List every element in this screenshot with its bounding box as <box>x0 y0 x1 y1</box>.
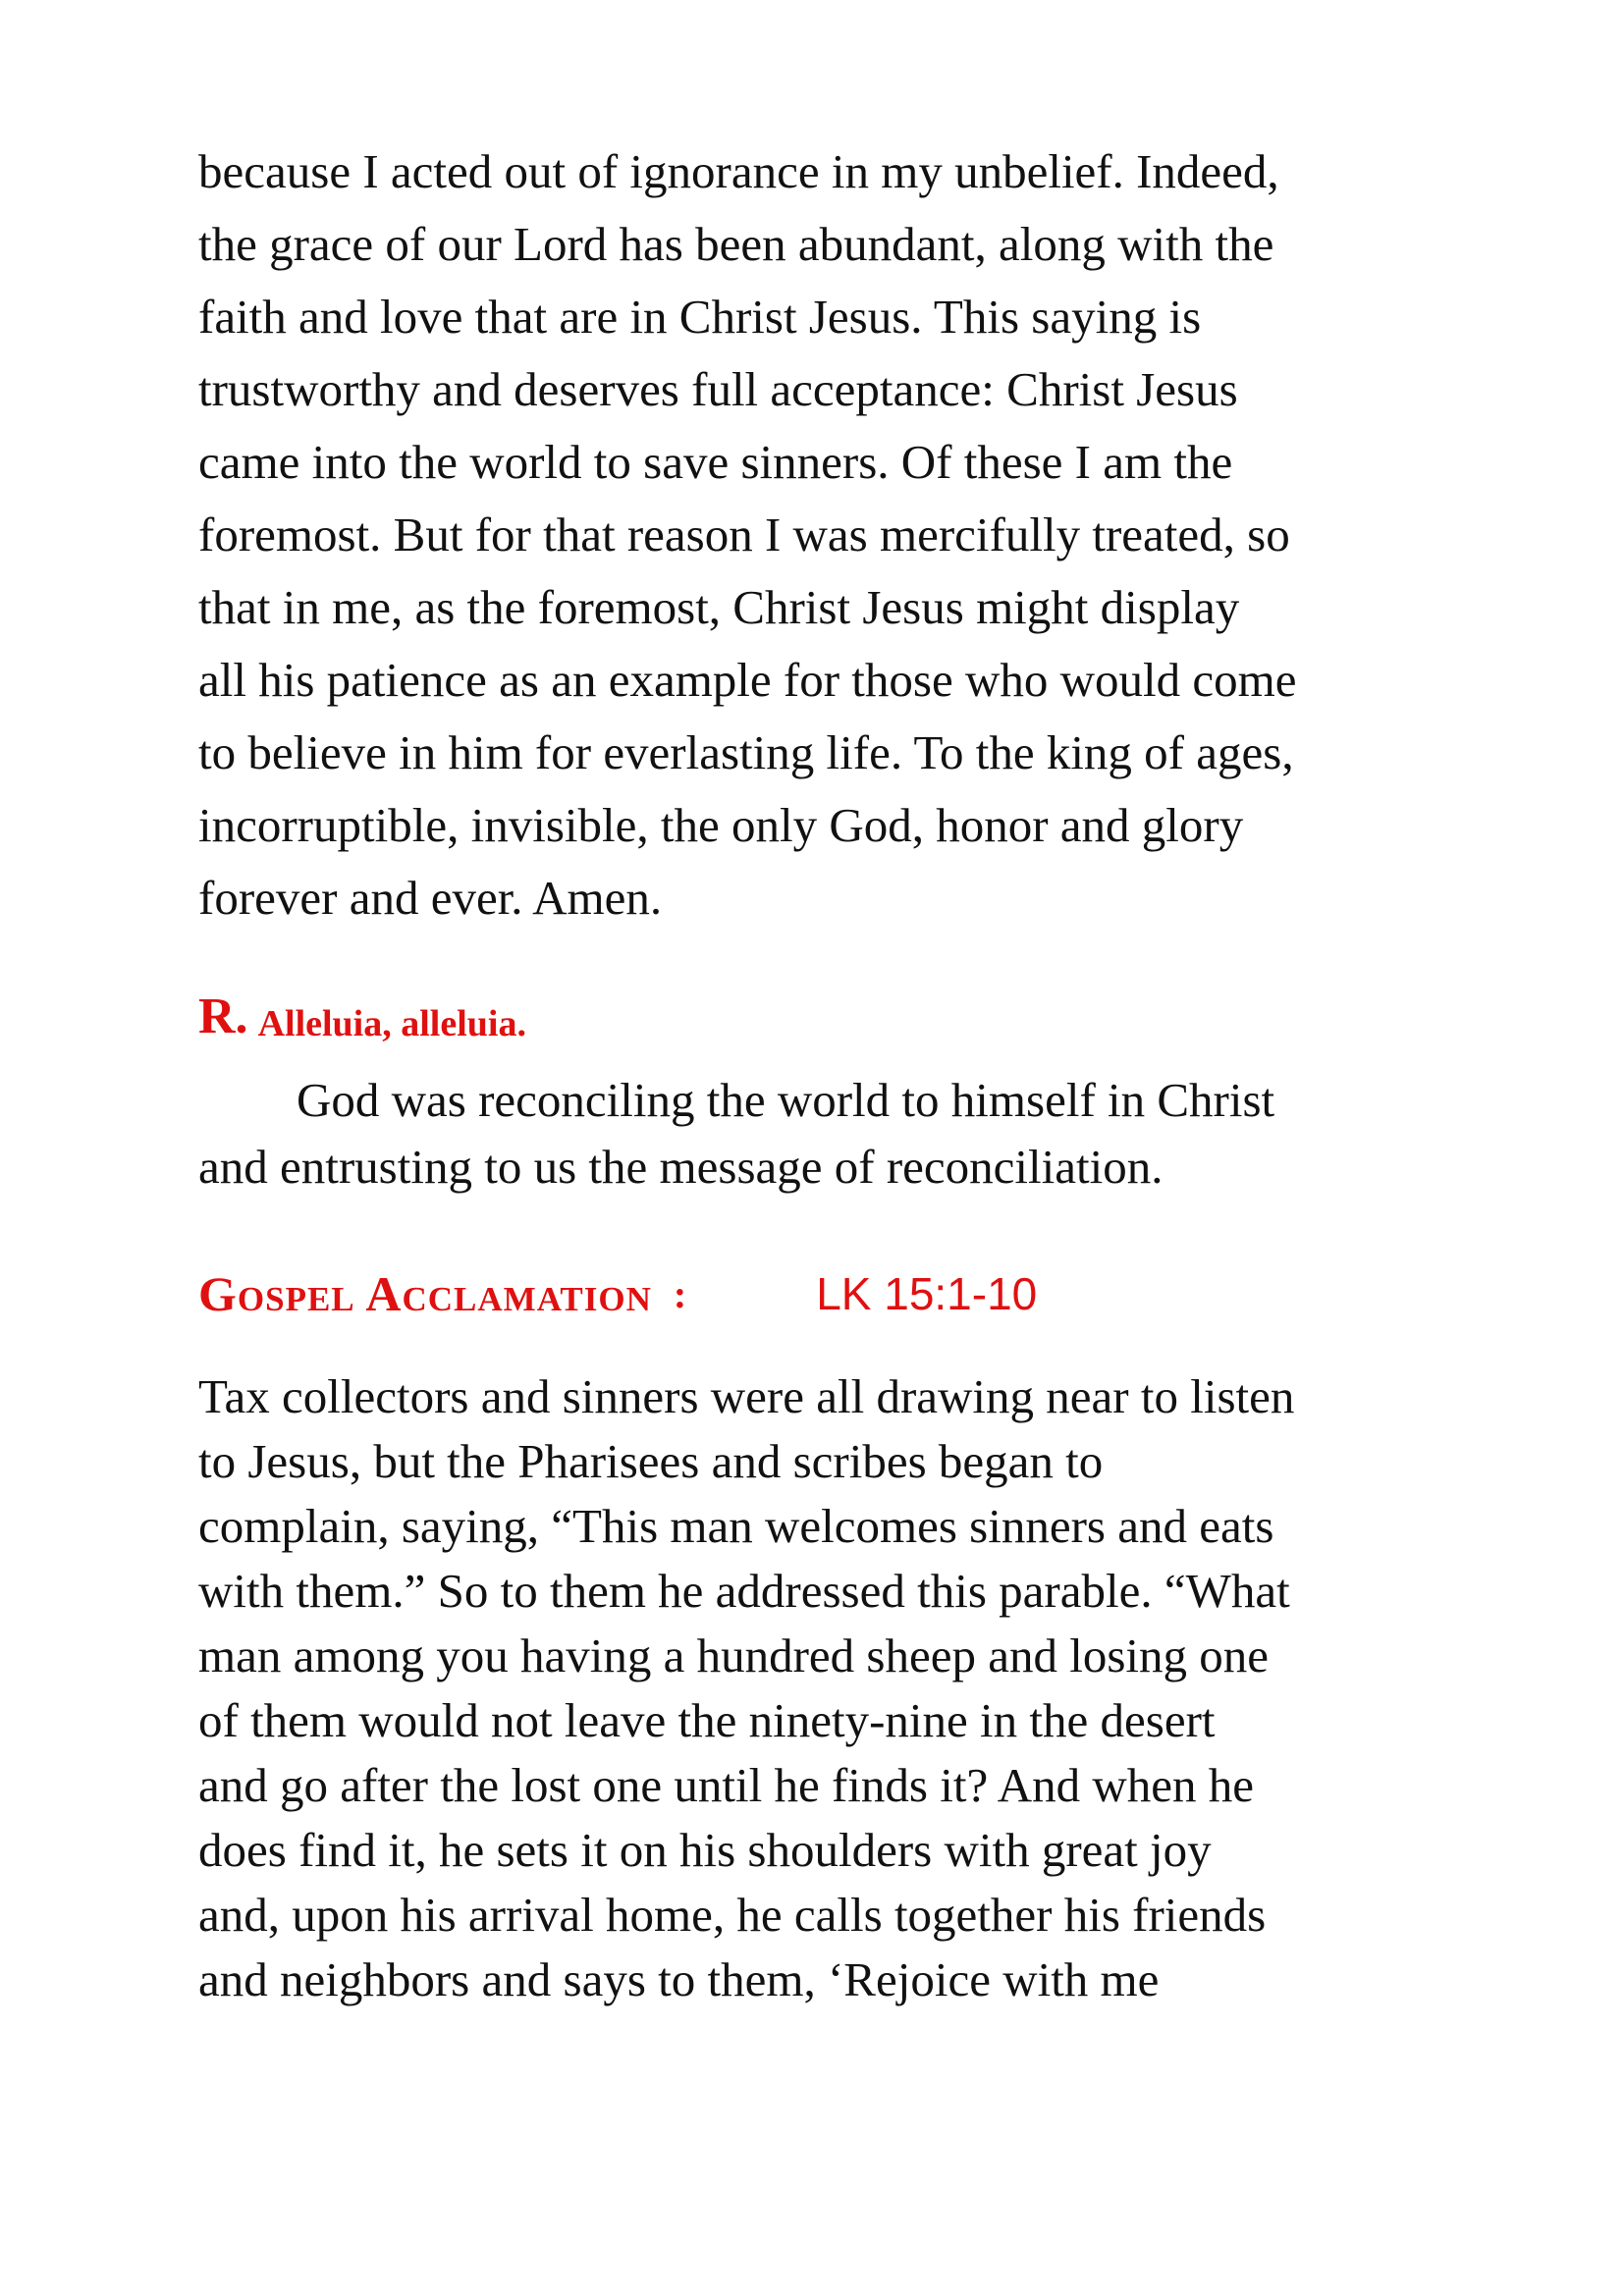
gospel-heading <box>198 1245 1475 1343</box>
document-page <box>198 144 1475 2020</box>
gospel-passage <box>198 1369 1475 2020</box>
gospel-line: and, upon his arrival home, he calls together his friends <box>198 1888 1267 1942</box>
gospel-heading-colon: : <box>673 1271 687 1316</box>
gospel-line: and go after the lost one until he finds it? And when he <box>198 1758 1255 1812</box>
response-mark: R. <box>198 988 248 1044</box>
acclamation-line: and entrusting to us the message of reconciliation. <box>198 1140 1164 1194</box>
reading-line: came into the world to save sinners. Of these I am the <box>198 435 1233 489</box>
gospel-line: to Jesus, but the Pharisees and scribes began to <box>198 1434 1104 1488</box>
gospel-reference: LK 15:1-10 <box>816 1268 1038 1319</box>
acclamation-verse <box>198 1073 1475 1209</box>
gospel-heading-title: Gospel Acclamation <box>198 1266 652 1321</box>
reading-line: faith and love that are in Christ Jesus. This saying is <box>198 290 1202 344</box>
reading-line: that in me, as the foremost, Christ Jesus might display <box>198 580 1240 634</box>
reading-line: the grace of our Lord has been abundant, along with the <box>198 217 1274 271</box>
response-text: Alleluia, alleluia. <box>257 1003 526 1044</box>
gospel-line: does find it, he sets it on his shoulders with great joy <box>198 1823 1212 1877</box>
reading-line: to believe in him for everlasting life. To the king of ages, <box>198 725 1294 779</box>
reading-line: because I acted out of ignorance in my unbelief. Indeed, <box>198 144 1279 198</box>
gospel-line: of them would not leave the ninety-nine in the desert <box>198 1693 1216 1747</box>
reading-line: trustworthy and deserves full acceptance: Christ Jesus <box>198 362 1238 416</box>
gospel-line: complain, saying, “This man welcomes sinners and eats <box>198 1499 1274 1553</box>
gospel-line: with them.” So to them he addressed this parable. “What <box>198 1564 1290 1618</box>
gospel-line: man among you having a hundred sheep and losing one <box>198 1629 1270 1682</box>
reading-line: all his patience as an example for those who would come <box>198 653 1297 707</box>
response-alleluia <box>198 964 1475 1042</box>
reading-line: incorruptible, invisible, the only God, honor and glory <box>198 798 1244 852</box>
acclamation-line: God was reconciling the world to himself in Christ <box>297 1073 1275 1127</box>
reading-line: foremost. But for that reason I was mercifully treated, so <box>198 507 1290 561</box>
first-reading-passage <box>198 144 1475 946</box>
gospel-line: Tax collectors and sinners were all drawing near to listen <box>198 1369 1295 1423</box>
gospel-line: and neighbors and says to them, ‘Rejoice with me <box>198 1952 1160 2006</box>
reading-line: forever and ever. Amen. <box>198 871 663 925</box>
